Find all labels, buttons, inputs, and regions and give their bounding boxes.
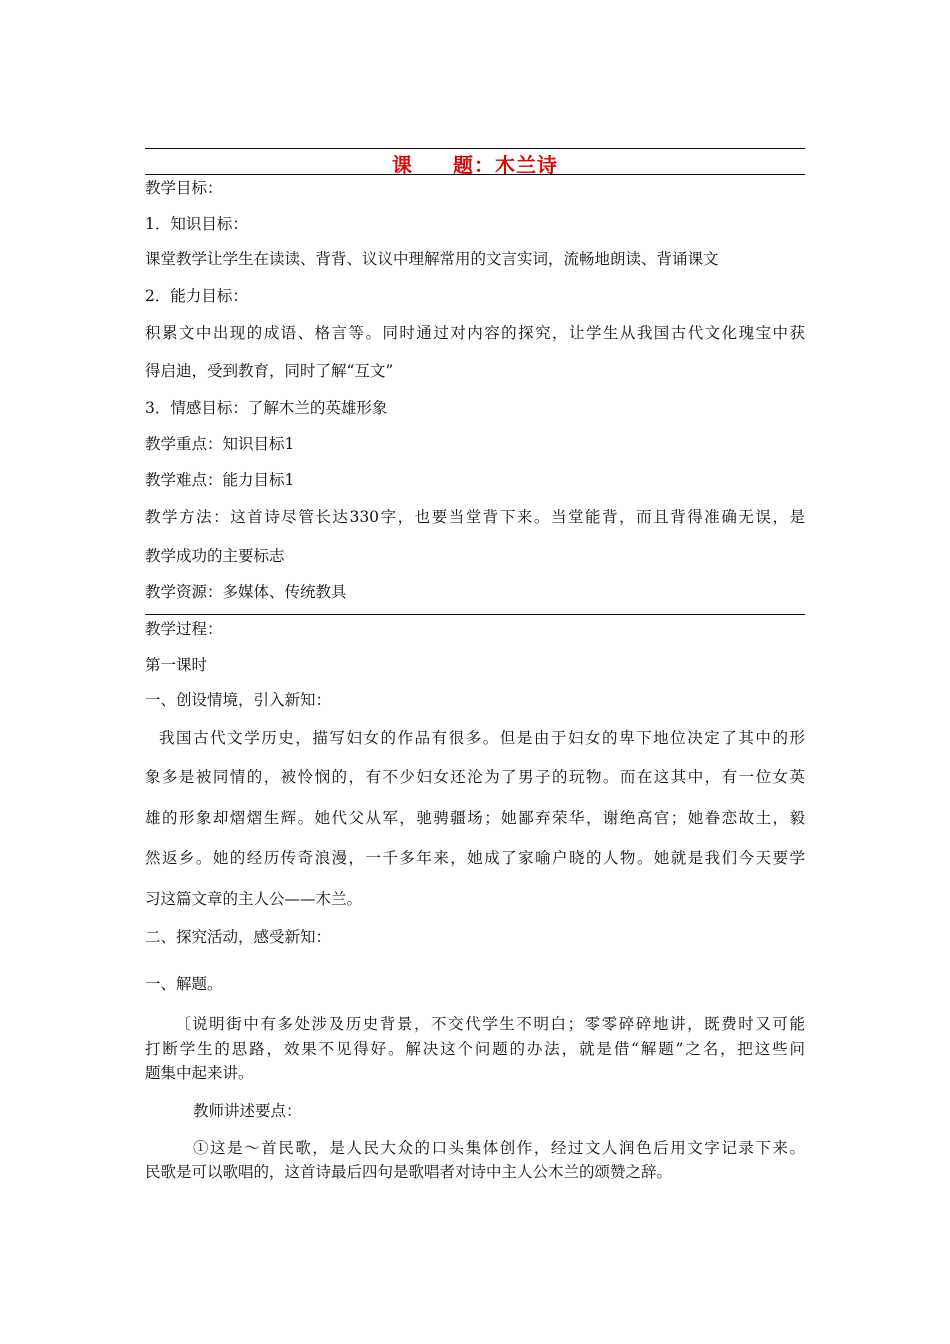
emotion-objective: 3．情感目标：了解木兰的英雄形象: [145, 399, 388, 417]
section1-paragraph-line-1: 我国古代文学历史，描写妇女的作品有很多。但是由于妇女的卑下地位决定了其中的形: [159, 729, 805, 747]
section1-paragraph-line-3: 雄的形象却熠熠生辉。她代父从军，驰骋疆场；她鄙弃荣华，谢绝高官；她眷恋故土，毅: [145, 809, 805, 827]
jieti-paragraph-line-2: 打断学生的思路，效果不见得好。解决这个问题的办法，就是借“解题”之名，把这些问: [145, 1040, 805, 1058]
jieti-paragraph-line-3: 题集中起来讲。: [145, 1064, 254, 1082]
jieti-title: 一、解题。: [145, 975, 223, 993]
lesson-label: 第一课时: [145, 656, 208, 674]
teaching-method-1: 教学方法：这首诗尽管长达330字，也要当堂背下来。当堂能背，而且背得准确无误，是: [145, 508, 805, 526]
section1-paragraph-line-2: 象多是被同情的，被怜悯的，有不少妇女还沦为了男子的玩物。而在这其中，有一位女英: [145, 768, 805, 786]
section1-paragraph-line-5: 习这篇文章的主人公——木兰。: [145, 890, 363, 908]
title-bottom-rule: [145, 174, 805, 175]
teaching-resources: 教学资源：多媒体、传统教具: [145, 583, 347, 601]
teaching-key-point: 教学重点：知识目标1: [145, 435, 295, 453]
section2-title: 二、探究活动，感受新知：: [145, 928, 332, 946]
point-1-line-1: ①这是～首民歌，是人民大众的口头集体创作，经过文人润色后用文字记录下来。: [193, 1139, 805, 1157]
section1-title: 一、创设情境，引入新知：: [145, 691, 332, 709]
ability-objective-text-2: 得启迪，受到教育，同时了解“互文”: [145, 362, 394, 380]
point-1-line-2: 民歌是可以歌唱的，这首诗最后四句是歌唱者对诗中主人公木兰的颂赞之辞。: [145, 1163, 673, 1181]
knowledge-objective-text: 课堂教学让学生在读读、背背、议议中理解常用的文言实词，流畅地朗读、背诵课文: [145, 250, 719, 268]
process-rule: [145, 614, 805, 615]
ability-objective-text-1: 积累文中出现的成语、格言等。同时通过对内容的探究，让学生从我国古代文化瑰宝中获: [145, 324, 805, 342]
ability-objective-title: 2．能力目标：: [145, 287, 248, 305]
objectives-heading: 教学目标：: [145, 179, 223, 197]
knowledge-objective-title: 1．知识目标：: [145, 215, 248, 233]
teaching-difficult-point: 教学难点：能力目标1: [145, 471, 295, 489]
jieti-paragraph-line-1: 〔说明街中有多处涉及历史背景，不交代学生不明白；零零碎碎地讲，既费时又可能: [175, 1015, 805, 1033]
section1-paragraph-line-4: 然返乡。她的经历传奇浪漫，一千多年来，她成了家喻户晓的人物。她就是我们今天要学: [145, 849, 805, 867]
process-heading: 教学过程：: [145, 620, 223, 638]
teaching-method-2: 教学成功的主要标志: [145, 547, 285, 565]
teacher-points-heading: 教师讲述要点：: [193, 1102, 302, 1120]
page-title: 课 题：木兰诗: [392, 153, 558, 177]
